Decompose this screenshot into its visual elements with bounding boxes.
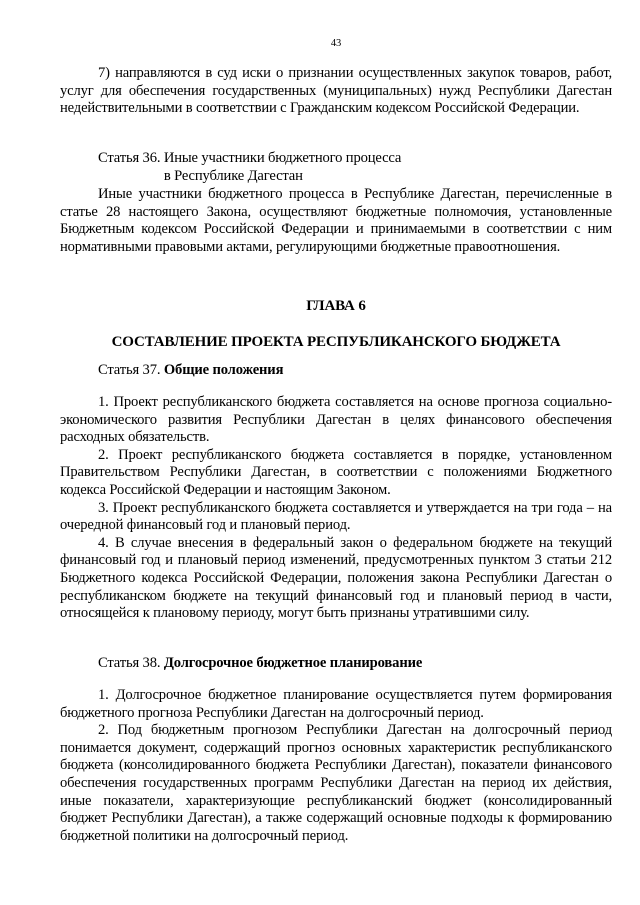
article-title-line-2: в Республике Дагестан xyxy=(163,167,303,184)
article-36-body xyxy=(60,186,612,256)
paragraph-text: Иные участники бюджетного процесса в Республике Дагестан, перечисленные в статье 28 настоящего Закона, осуществляют бюджетные полномочия, установленные Бюджетным кодексом Российской Федерации и принимаемыми в соответствии с ним нормативными правовыми актами, регулирующими бюджетные правоотношения. xyxy=(60,186,612,255)
paragraph-item-7 xyxy=(60,65,612,118)
article-37-body xyxy=(60,394,612,623)
article-label: Статья 36. xyxy=(98,150,161,166)
chapter-title: СОСТАВЛЕНИЕ ПРОЕКТА РЕСПУБЛИКАНСКОГО БЮДЖЕТА xyxy=(111,334,561,350)
paragraph-2: 2. Проект республиканского бюджета составляется в порядке, установленном Правительством Республики Дагестан, в соответствии с положениями Бюджетного кодекса Российской Федерации и настоящим Законом. xyxy=(60,446,612,498)
paragraph-1: 1. Долгосрочное бюджетное планирование осуществляется путем формирования бюджетного прогноза Республики Дагестан на долгосрочный период. xyxy=(60,687,612,721)
article-title: Общие положения xyxy=(163,362,284,378)
article-label: Статья 38. xyxy=(98,655,161,671)
article-title: Долгосрочное бюджетное планирование xyxy=(163,655,423,671)
article-37-heading xyxy=(60,362,612,380)
article-36-heading xyxy=(60,150,640,185)
paragraph-3: 3. Проект республиканского бюджета составляется и утверждается на три года – на очередной финансовый год и плановый период. xyxy=(60,499,612,534)
paragraph-2: 2. Под бюджетным прогнозом Республики Дагестан на долгосрочный период понимается документ, содержащий прогноз основных характеристик республиканского бюджета (консолидированного бюджета Республики Дагестан), показатели финансового обеспечения государственных программ Республики Дагестан на период их действия, иные показатели, характеризующие республиканский бюджет (консолидированный бюджет Республики Дагестан), а также содержащий основные подходы к формированию бюджетной политики на долгосрочный период. xyxy=(60,722,612,844)
article-38-heading xyxy=(60,655,612,673)
article-title-line-1: Иные участники бюджетного процесса xyxy=(163,150,402,166)
article-38-body xyxy=(60,687,612,845)
paragraph-1: 1. Проект республиканского бюджета составляется на основе прогноза социально-экономического развития Республики Дагестан в целях финансового обеспечения расходных обязательств. xyxy=(60,394,612,446)
paragraph-text: 7) направляются в суд иски о признании осуществленных закупок товаров, работ, услуг для обеспечения государственных (муниципальных) нужд Республики Дагестан недействительными в соответствии с Гражданским кодексом Российской Федерации. xyxy=(60,65,612,117)
chapter-number: ГЛАВА 6 xyxy=(306,298,366,314)
page-number: 43 xyxy=(330,38,342,49)
article-title xyxy=(164,150,401,185)
paragraph-4: 4. В случае внесения в федеральный закон о федеральном бюджете на текущий финансовый год и плановый период изменений, предусмотренных пунктом 3 статьи 212 Бюджетного кодекса Российской Федерации, положения закона Республики Дагестан о республиканском бюджете на текущий финансовый год и плановый период в части, относящейся к плановому периоду, могут быть признаны утратившими силу. xyxy=(60,534,612,622)
article-label: Статья 37. xyxy=(98,362,161,378)
